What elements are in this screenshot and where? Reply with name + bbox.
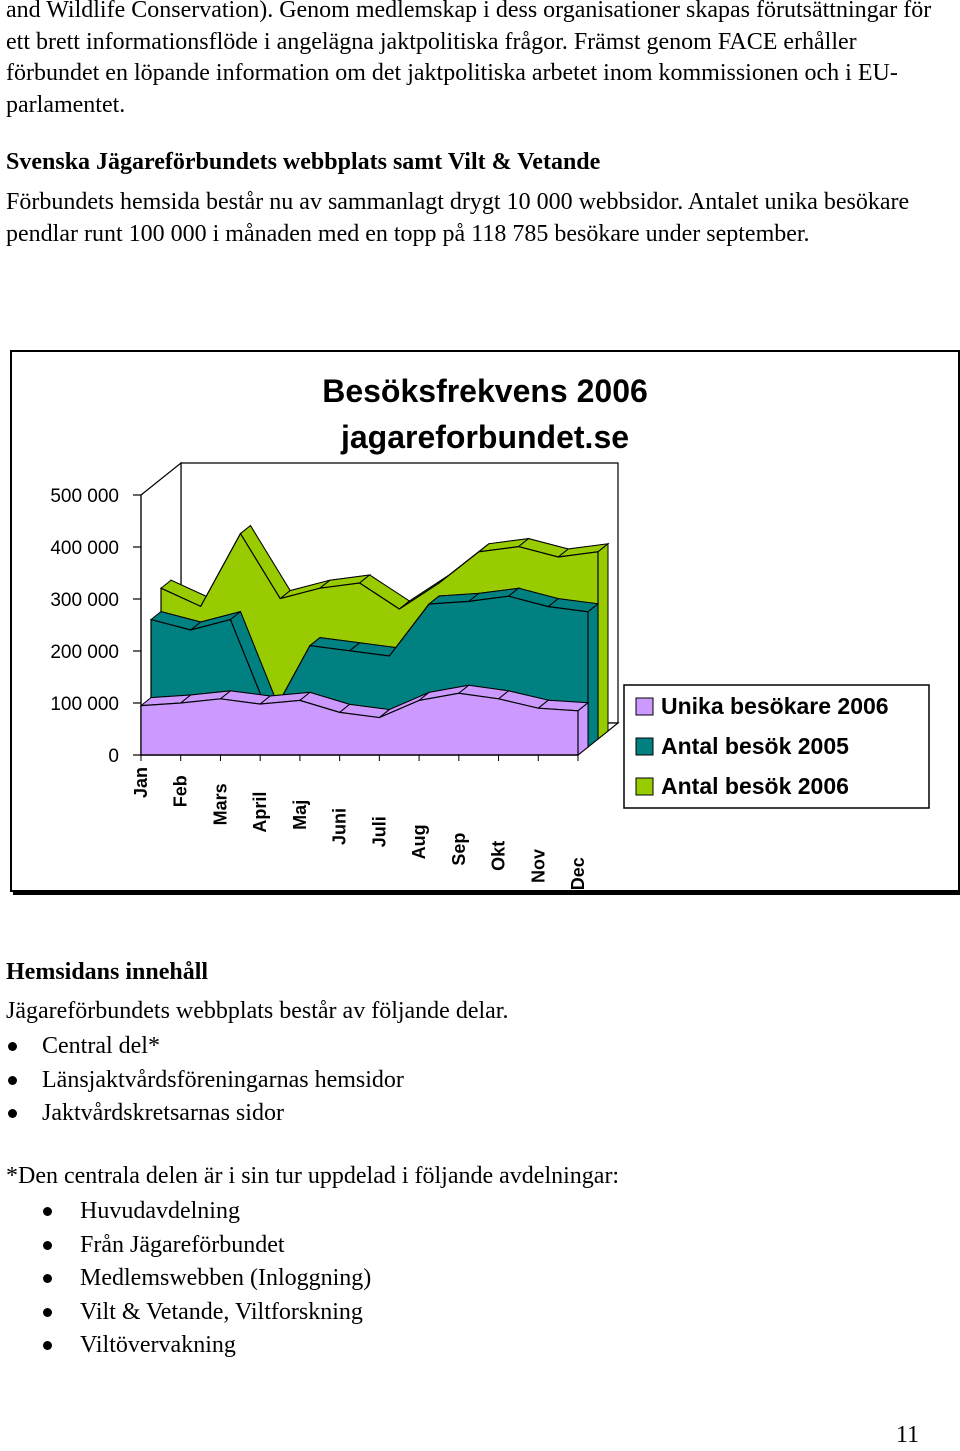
section-body-innehall: Jägareförbundets webbplats består av följande delar. bbox=[6, 996, 946, 1028]
list-item bbox=[42, 1097, 404, 1131]
y-tick-label: 200 000 bbox=[50, 642, 119, 663]
list-item bbox=[80, 1329, 371, 1363]
x-axis bbox=[131, 755, 588, 890]
series-end-cap bbox=[578, 703, 588, 755]
bullet-icon bbox=[43, 1274, 52, 1283]
chart-title-line: Besöksfrekvens 2006 bbox=[322, 373, 648, 409]
page-number: 11 bbox=[896, 1420, 919, 1451]
x-tick-label: Maj bbox=[290, 800, 310, 830]
list-item bbox=[80, 1195, 371, 1229]
x-tick-label: Juni bbox=[330, 808, 350, 845]
bullet-icon bbox=[8, 1109, 17, 1118]
x-tick-label: Feb bbox=[171, 775, 191, 807]
x-tick-label: Jan bbox=[131, 767, 151, 798]
x-tick-label: Okt bbox=[489, 841, 509, 871]
section-body-webbplats: Förbundets hemsida består nu av sammanlagt drygt 10 000 webbsidor. Antalet unika besökare pendlar runt 100 000 i månaden med en topp på 118 785 besökare under september. bbox=[6, 186, 946, 250]
x-tick-label: Sep bbox=[449, 833, 469, 866]
section-heading-innehall: Hemsidans innehåll bbox=[6, 957, 208, 988]
chart-box bbox=[10, 350, 960, 892]
bullet-icon bbox=[43, 1207, 52, 1216]
bullet-icon bbox=[8, 1042, 17, 1051]
y-tick-label: 400 000 bbox=[50, 538, 119, 559]
list-item-label: Viltövervakning bbox=[80, 1332, 236, 1358]
y-tick-label: 500 000 bbox=[50, 486, 119, 507]
list-item-label: Jaktvårdskretsarnas sidor bbox=[42, 1100, 284, 1126]
list-item-label: Från Jägareförbundet bbox=[80, 1232, 285, 1258]
bullet-icon bbox=[8, 1076, 17, 1085]
legend-swatch bbox=[636, 778, 653, 795]
legend-swatch bbox=[636, 698, 653, 715]
legend-label: Antal besök 2006 bbox=[661, 773, 849, 799]
note-paragraph: *Den centrala delen är i sin tur uppdelad i följande avdelningar: bbox=[6, 1161, 946, 1193]
list-item-label: Huvudavdelning bbox=[80, 1198, 240, 1224]
list-item-label: Vilt & Vetande, Viltforskning bbox=[80, 1299, 363, 1325]
y-tick-label: 0 bbox=[108, 746, 119, 767]
x-tick-label: Aug bbox=[409, 824, 429, 859]
list-item-label: Medlemswebben (Inloggning) bbox=[80, 1265, 371, 1291]
list-item bbox=[42, 1064, 404, 1098]
intro-paragraph: and Wildlife Conservation). Genom medlemskap i dess organisationer skapas förutsättningar för ett brett informationsflöde i angelägna jaktpolitiska frågor. Främst genom FACE erhåller förbundet en löpande information om det jaktpolitiska arbetet inom kommissionen och i EU-parlamentet. bbox=[6, 0, 946, 121]
x-tick-label: Mars bbox=[210, 783, 230, 825]
list-item bbox=[80, 1229, 371, 1263]
series-end-cap bbox=[588, 604, 598, 747]
legend-swatch bbox=[636, 738, 653, 755]
y-axis bbox=[50, 486, 141, 767]
list-item bbox=[80, 1262, 371, 1296]
content-list bbox=[42, 1030, 404, 1131]
legend-label: Antal besök 2005 bbox=[661, 733, 849, 759]
section-heading-webbplats: Svenska Jägareförbundets webbplats samt Vilt & Vetande bbox=[6, 147, 600, 178]
x-tick-label: Nov bbox=[528, 849, 548, 883]
y-tick-label: 300 000 bbox=[50, 590, 119, 611]
chart-title bbox=[322, 373, 648, 455]
list-item-label: Länsjaktvårdsföreningarnas hemsidor bbox=[42, 1067, 404, 1093]
bullet-icon bbox=[43, 1241, 52, 1250]
list-item bbox=[80, 1296, 371, 1330]
legend-label: Unika besökare 2006 bbox=[661, 693, 889, 719]
list-item-label: Central del* bbox=[42, 1033, 160, 1059]
y-tick-label: 100 000 bbox=[50, 694, 119, 715]
x-tick-label: Dec bbox=[568, 857, 588, 890]
series-end-cap bbox=[598, 544, 608, 739]
bullet-icon bbox=[43, 1308, 52, 1317]
chart-legend bbox=[624, 685, 929, 808]
x-tick-label: Juli bbox=[369, 816, 389, 847]
list-item bbox=[42, 1030, 404, 1064]
department-list bbox=[80, 1195, 371, 1363]
bullet-icon bbox=[43, 1341, 52, 1350]
chart-title-line: jagareforbundet.se bbox=[340, 419, 629, 455]
area-chart bbox=[12, 352, 958, 890]
x-tick-label: April bbox=[250, 792, 270, 833]
